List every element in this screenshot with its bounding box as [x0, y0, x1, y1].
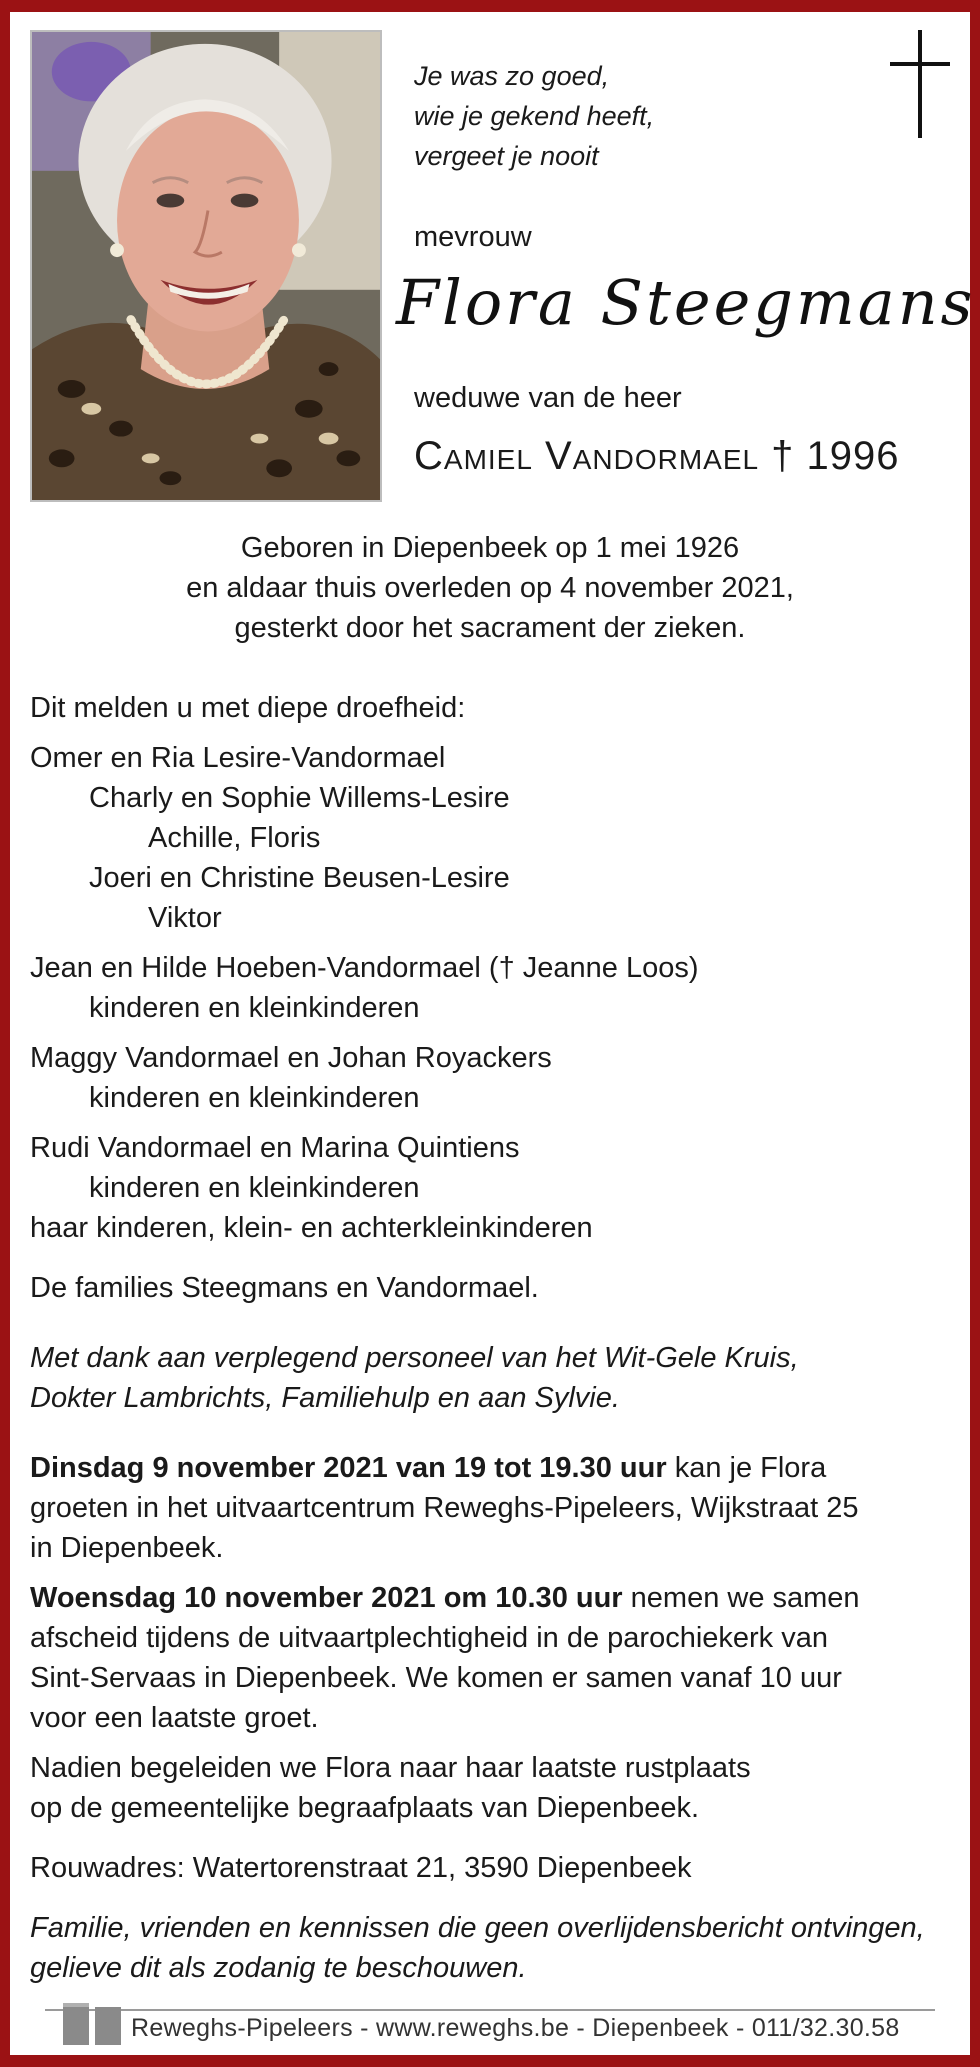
footer-text: Reweghs-Pipeleers - www.reweghs.be - Diepenbeek - 011/32.30.58 — [131, 2014, 900, 2042]
family-line: Jean en Hilde Hoeben-Vandormael († Jeanne Loos) — [30, 952, 699, 984]
funeral-line-2: afscheid tijdens de uitvaartplechtigheid in de parochiekerk van — [30, 1622, 828, 1654]
mourning-address: Rouwadres: Watertorenstraat 21, 3590 Diepenbeek — [30, 1852, 692, 1884]
spouse-prefix: weduwe van de heer — [414, 382, 682, 414]
cross-icon — [890, 30, 950, 138]
family-line: Viktor — [148, 902, 222, 934]
funeral-line-1 — [30, 1578, 860, 1618]
title-mevrouw: mevrouw — [414, 221, 532, 253]
family-line: haar kinderen, klein- en achterkleinkinderen — [30, 1212, 593, 1244]
quote-line-1: Je was zo goed, — [414, 61, 610, 91]
visitation-line-3: in Diepenbeek. — [30, 1532, 224, 1564]
family-line: kinderen en kleinkinderen — [89, 1172, 420, 1204]
burial-line-1: Nadien begeleiden we Flora naar haar laatste rustplaats — [30, 1752, 751, 1784]
notice-line-2: gelieve dit als zodanig te beschouwen. — [30, 1952, 527, 1984]
funeral-datetime: Woensdag 10 november 2021 om 10.30 uur — [30, 1582, 623, 1614]
family-line: Achille, Floris — [148, 822, 321, 854]
funeral-home-logo-icon — [55, 2003, 125, 2045]
visitation-datetime: Dinsdag 9 november 2021 van 19 tot 19.30 uur — [30, 1452, 667, 1484]
footer — [45, 2003, 935, 2045]
family-line: kinderen en kleinkinderen — [89, 1082, 420, 1114]
family-line: Joeri en Christine Beusen-Lesire — [89, 862, 510, 894]
birth-line-1: Geboren in Diepenbeek op 1 mei 1926 — [240, 532, 740, 564]
family-line: Rudi Vandormael en Marina Quintiens — [30, 1132, 520, 1164]
family-line: De families Steegmans en Vandormael. — [30, 1272, 539, 1304]
announcement: Dit melden u met diepe droefheid: — [30, 692, 466, 724]
quote-line-2: wie je gekend heeft, — [414, 101, 655, 131]
family-line: kinderen en kleinkinderen — [89, 992, 420, 1024]
quote-line-3: vergeet je nooit — [414, 141, 599, 171]
thanks-line-1: Met dank aan verplegend personeel van het Wit-Gele Kruis, — [30, 1342, 799, 1374]
family-line: Charly en Sophie Willems-Lesire — [89, 782, 510, 814]
burial-line-2: op de gemeentelijke begraafplaats van Diepenbeek. — [30, 1792, 700, 1824]
family-line: Omer en Ria Lesire-Vandormael — [30, 742, 446, 774]
family-line: Maggy Vandormael en Johan Royackers — [30, 1042, 552, 1074]
deceased-name: Flora Steegmans — [396, 266, 976, 339]
notice-line-1: Familie, vrienden en kennissen die geen overlijdensbericht ontvingen, — [30, 1912, 925, 1944]
funeral-line-3: Sint-Servaas in Diepenbeek. We komen er samen vanaf 10 uur — [30, 1662, 842, 1694]
visitation-line-1 — [30, 1448, 826, 1488]
portrait-photo — [30, 30, 382, 502]
birth-line-3: gesterkt door het sacrament der zieken. — [234, 612, 746, 644]
spouse-name: Camiel Vandormael † 1996 — [414, 434, 900, 478]
visitation-line-2: groeten in het uitvaartcentrum Reweghs-Pipeleers, Wijkstraat 25 — [30, 1492, 859, 1524]
visitation-rest: kan je Flora — [666, 1452, 827, 1484]
funeral-rest: nemen we samen — [622, 1582, 860, 1614]
thanks-line-2: Dokter Lambrichts, Familiehulp en aan Sylvie. — [30, 1382, 620, 1414]
portrait-illustration — [32, 32, 380, 500]
birth-line-2: en aldaar thuis overleden op 4 november 2021, — [186, 572, 794, 604]
funeral-line-4: voor een laatste groet. — [30, 1702, 319, 1734]
